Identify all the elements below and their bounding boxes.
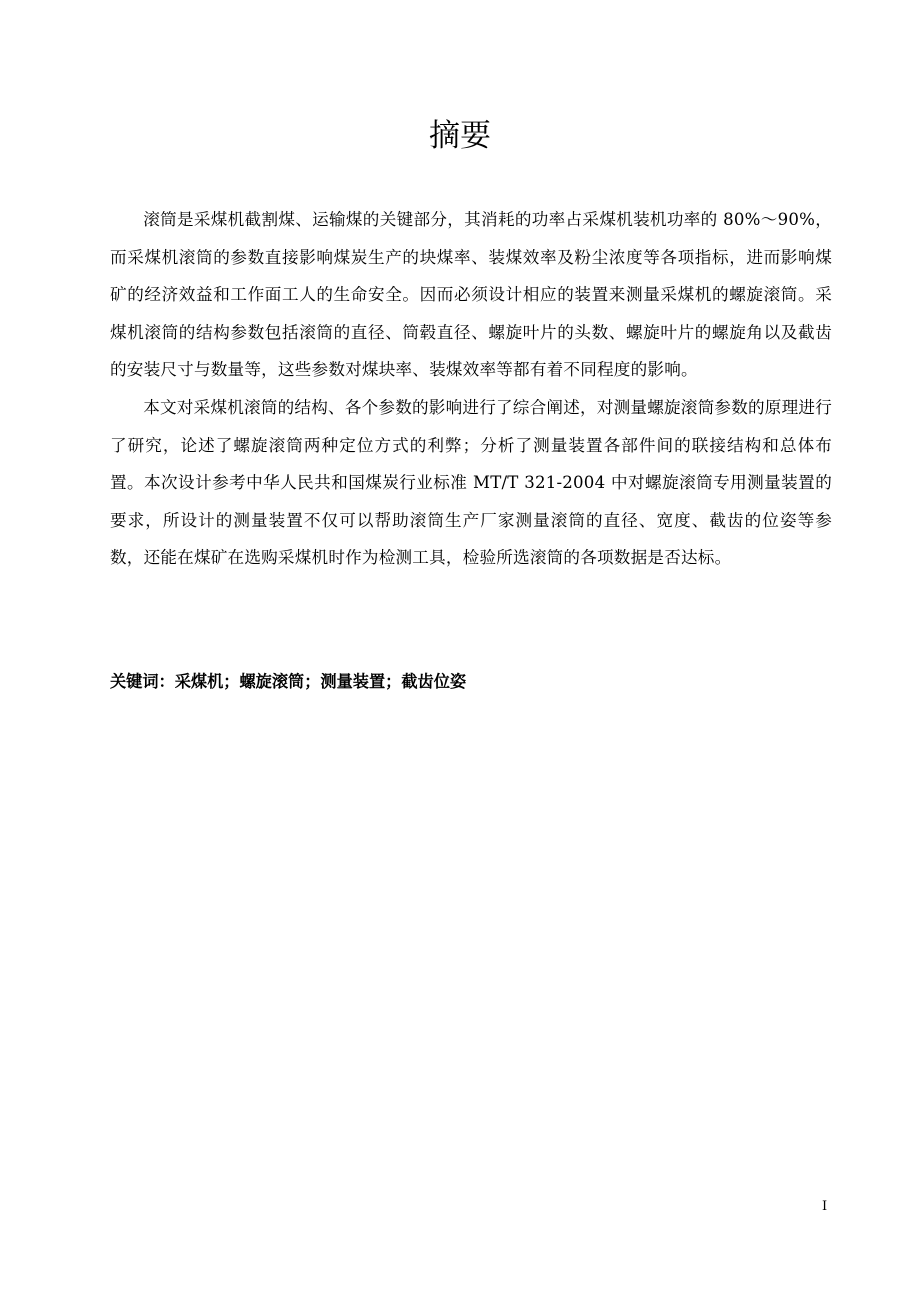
page-title: 摘要 xyxy=(429,118,491,154)
keywords-line: 关键词：采煤机；螺旋滚筒；测量装置；截齿位姿 xyxy=(110,672,467,691)
abstract-paragraph-1: 滚筒是采煤机截割煤、运输煤的关键部分，其消耗的功率占采煤机装机功率的 80%～90%，而采煤机滚筒的参数直接影响煤炭生产的块煤率、装煤效率及粉尘浓度等各项指标，进而影响煤矿的经济效益和工作面工人的生命安全。因而必须设计相应的装置来测量采煤机的螺旋滚筒。采煤机滚筒的结构参数包括滚筒的直径、筒毂直径、螺旋叶片的头数、螺旋叶片的螺旋角以及截齿的安装尺寸与数量等，这些参数对煤块率、装煤效率等都有着不同程度的影响。 xyxy=(110,210,832,380)
abstract-body xyxy=(110,201,832,577)
abstract-paragraph-2: 本文对采煤机滚筒的结构、各个参数的影响进行了综合阐述，对测量螺旋滚筒参数的原理进行了研究，论述了螺旋滚筒两种定位方式的利弊；分析了测量装置各部件间的联接结构和总体布置。本次设计参考中华人民共和国煤炭行业标准 MT/T 321-2004 中对螺旋滚筒专用测量装置的要求，所设计的测量装置不仅可以帮助滚筒生产厂家测量滚筒的直径、宽度、截齿的位姿等参数，还能在煤矿在选购采煤机时作为检测工具，检验所选滚筒的各项数据是否达标。 xyxy=(110,397,832,568)
page-number: I xyxy=(822,1199,828,1214)
